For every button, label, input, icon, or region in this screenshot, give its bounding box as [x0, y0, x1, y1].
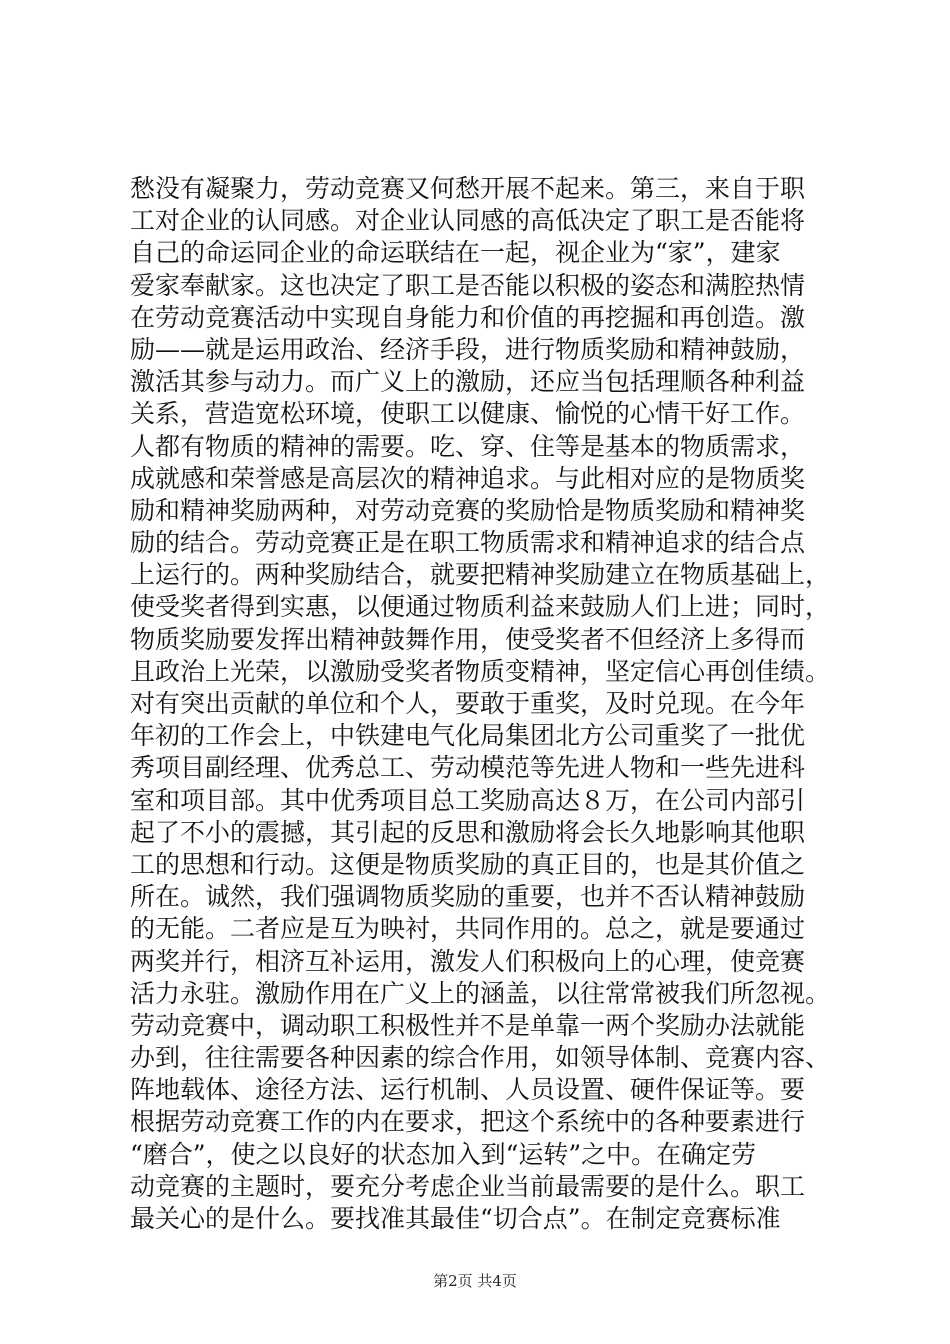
- text-line: 关系，营造宽松环境，使职工以健康、愉悦的心情干好工作。: [130, 399, 806, 429]
- body-text: [130, 173, 850, 1235]
- text-line: 爱家奉献家。这也决定了职工是否能以积极的姿态和满腔热情: [130, 270, 806, 300]
- text-line: 根据劳动竞赛工作的内在要求，把这个系统中的各种要素进行: [130, 1107, 806, 1137]
- text-line: 励的结合。劳动竞赛正是在职工物质需求和精神追求的结合点: [130, 528, 806, 558]
- text-line: 两奖并行，相济互补运用，激发人们积极向上的心理，使竞赛: [130, 946, 806, 976]
- text-line: 使受奖者得到实惠，以便通过物质利益来鼓励人们上进；同时，: [130, 592, 831, 622]
- text-line: 活力永驻。激励作用在广义上的涵盖，以往常常被我们所忽视。: [130, 978, 831, 1008]
- text-line: 上运行的。两种奖励结合，就要把精神奖励建立在物质基础上，: [130, 560, 831, 590]
- text-line: 在劳动竞赛活动中实现自身能力和价值的再挖掘和再创造。激: [130, 302, 806, 332]
- text-line: 最关心的是什么。要找准其最佳“切合点”。在制定竞赛标准: [130, 1204, 781, 1233]
- text-line: 励和精神奖励两种，对劳动竞赛的奖励恰是物质奖励和精神奖: [130, 495, 806, 525]
- text-line: 且政治上光荣，以激励受奖者物质变精神，坚定信心再创佳绩。: [130, 656, 831, 686]
- text-line: 劳动竞赛中，调动职工积极性并不是单靠一两个奖励办法就能: [130, 1010, 806, 1040]
- text-line: 年初的工作会上，中铁建电气化局集团北方公司重奖了一批优: [130, 721, 806, 751]
- text-line: 阵地载体、途径方法、运行机制、人员设置、硬件保证等。要: [130, 1075, 806, 1105]
- text-line: 的无能。二者应是互为映衬，共同作用的。总之，就是要通过: [130, 914, 806, 944]
- page-number: 第2页 共4页: [433, 1272, 517, 1290]
- page-footer: [0, 1270, 950, 1291]
- text-line: 工的思想和行动。这便是物质奖励的真正目的，也是其价值之: [130, 849, 806, 879]
- text-line: 物质奖励要发挥出精神鼓舞作用，使受奖者不但经济上多得而: [130, 624, 806, 654]
- text-line: 激活其参与动力。而广义上的激励，还应当包括理顺各种利益: [130, 367, 806, 397]
- text-line: 室和项目部。其中优秀项目总工奖励高达８万，在公司内部引: [130, 785, 806, 815]
- text-line: 动竞赛的主题时，要充分考虑企业当前最需要的是什么。职工: [130, 1171, 806, 1201]
- text-line: 所在。诚然，我们强调物质奖励的重要，也并不否认精神鼓励: [130, 882, 806, 912]
- text-line: 工对企业的认同感。对企业认同感的高低决定了职工是否能将: [130, 206, 806, 236]
- text-line: 秀项目副经理、优秀总工、劳动模范等先进人物和一些先进科: [130, 753, 806, 783]
- text-line: 对有突出贡献的单位和个人，要敢于重奖，及时兑现。在今年: [130, 689, 806, 718]
- text-line: 起了不小的震撼，其引起的反思和激励将会长久地影响其他职: [130, 817, 806, 847]
- text-line: 办到，往往需要各种因素的综合作用，如领导体制、竞赛内容、: [130, 1043, 831, 1073]
- text-line: 人都有物质的精神的需要。吃、穿、住等是基本的物质需求，: [130, 431, 806, 461]
- text-line: “磨合”，使之以良好的状态加入到“运转”之中。在确定劳: [130, 1139, 757, 1169]
- text-line: 愁没有凝聚力，劳动竞赛又何愁开展不起来。第三，来自于职: [130, 174, 806, 203]
- text-line: 成就感和荣誉感是高层次的精神追求。与此相对应的是物质奖: [130, 463, 806, 493]
- text-line: 励——就是运用政治、经济手段，进行物质奖励和精神鼓励，: [130, 334, 806, 364]
- text-line: 自己的命运同企业的命运联结在一起，视企业为“家”，建家: [130, 238, 781, 268]
